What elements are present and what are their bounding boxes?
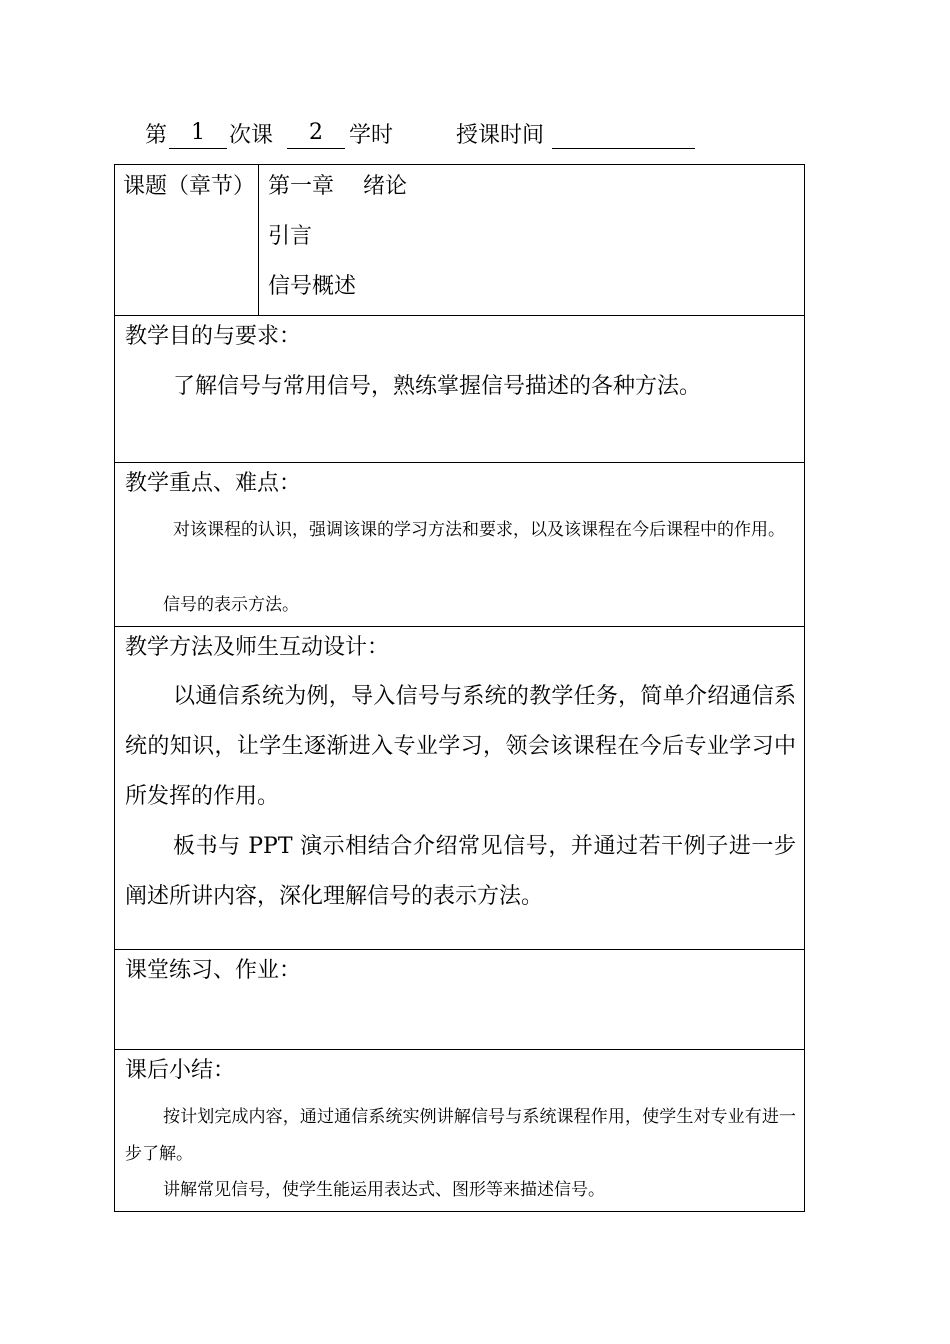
time-value	[552, 118, 695, 149]
objectives-text: 了解信号与常用信号，熟练掌握信号描述的各种方法。	[173, 374, 702, 399]
hours-suffix: 学时	[349, 123, 394, 148]
topic-line-3: 信号概述	[268, 274, 357, 299]
homework-row	[115, 949, 804, 1049]
topic-label: 课题（章节）	[123, 174, 256, 199]
objectives-label: 教学目的与要求：	[125, 324, 302, 349]
homework-label: 课堂练习、作业：	[125, 958, 302, 983]
key-points-label: 教学重点、难点：	[125, 471, 302, 496]
summary-para-2: 讲解常见信号，使学生能运用表达式、图形等来描述信号。	[163, 1180, 605, 1200]
objectives-row	[115, 315, 804, 462]
topic-label-cell	[115, 165, 259, 315]
methods-para-2: 板书与 PPT 演示相结合介绍常见信号，并通过若干例子进一步阐述所讲内容，深化理解信号的表示方法。	[125, 834, 796, 909]
topic-row	[115, 165, 804, 315]
topic-line-1: 第一章 绪论	[268, 174, 407, 199]
key-points-para-2: 信号的表示方法。	[163, 595, 299, 615]
key-points-row	[115, 462, 804, 626]
lesson-suffix: 次课	[229, 123, 274, 148]
lesson-plan-table	[114, 164, 805, 1212]
key-points-para-1: 对该课程的认识，强调该课的学习方法和要求，以及该课程在今后课程中的作用。	[173, 520, 785, 540]
methods-para-1: 以通信系统为例，导入信号与系统的教学任务，简单介绍通信系统的知识，让学生逐渐进入专业学习，领会该课程在今后专业学习中所发挥的作用。	[125, 684, 796, 809]
time-label: 授课时间	[456, 123, 545, 148]
summary-label: 课后小结：	[125, 1058, 236, 1083]
lesson-number: 1	[169, 118, 227, 149]
methods-label: 教学方法及师生互动设计：	[125, 635, 390, 660]
summary-para-1: 按计划完成内容，通过通信系统实例讲解信号与系统课程作用，使学生对专业有进一步了解。	[125, 1107, 796, 1164]
topic-line-2: 引言	[268, 224, 313, 249]
methods-row	[115, 626, 804, 949]
header-prefix: 第	[145, 123, 168, 148]
class-hours: 2	[287, 118, 345, 149]
summary-row	[115, 1049, 804, 1213]
